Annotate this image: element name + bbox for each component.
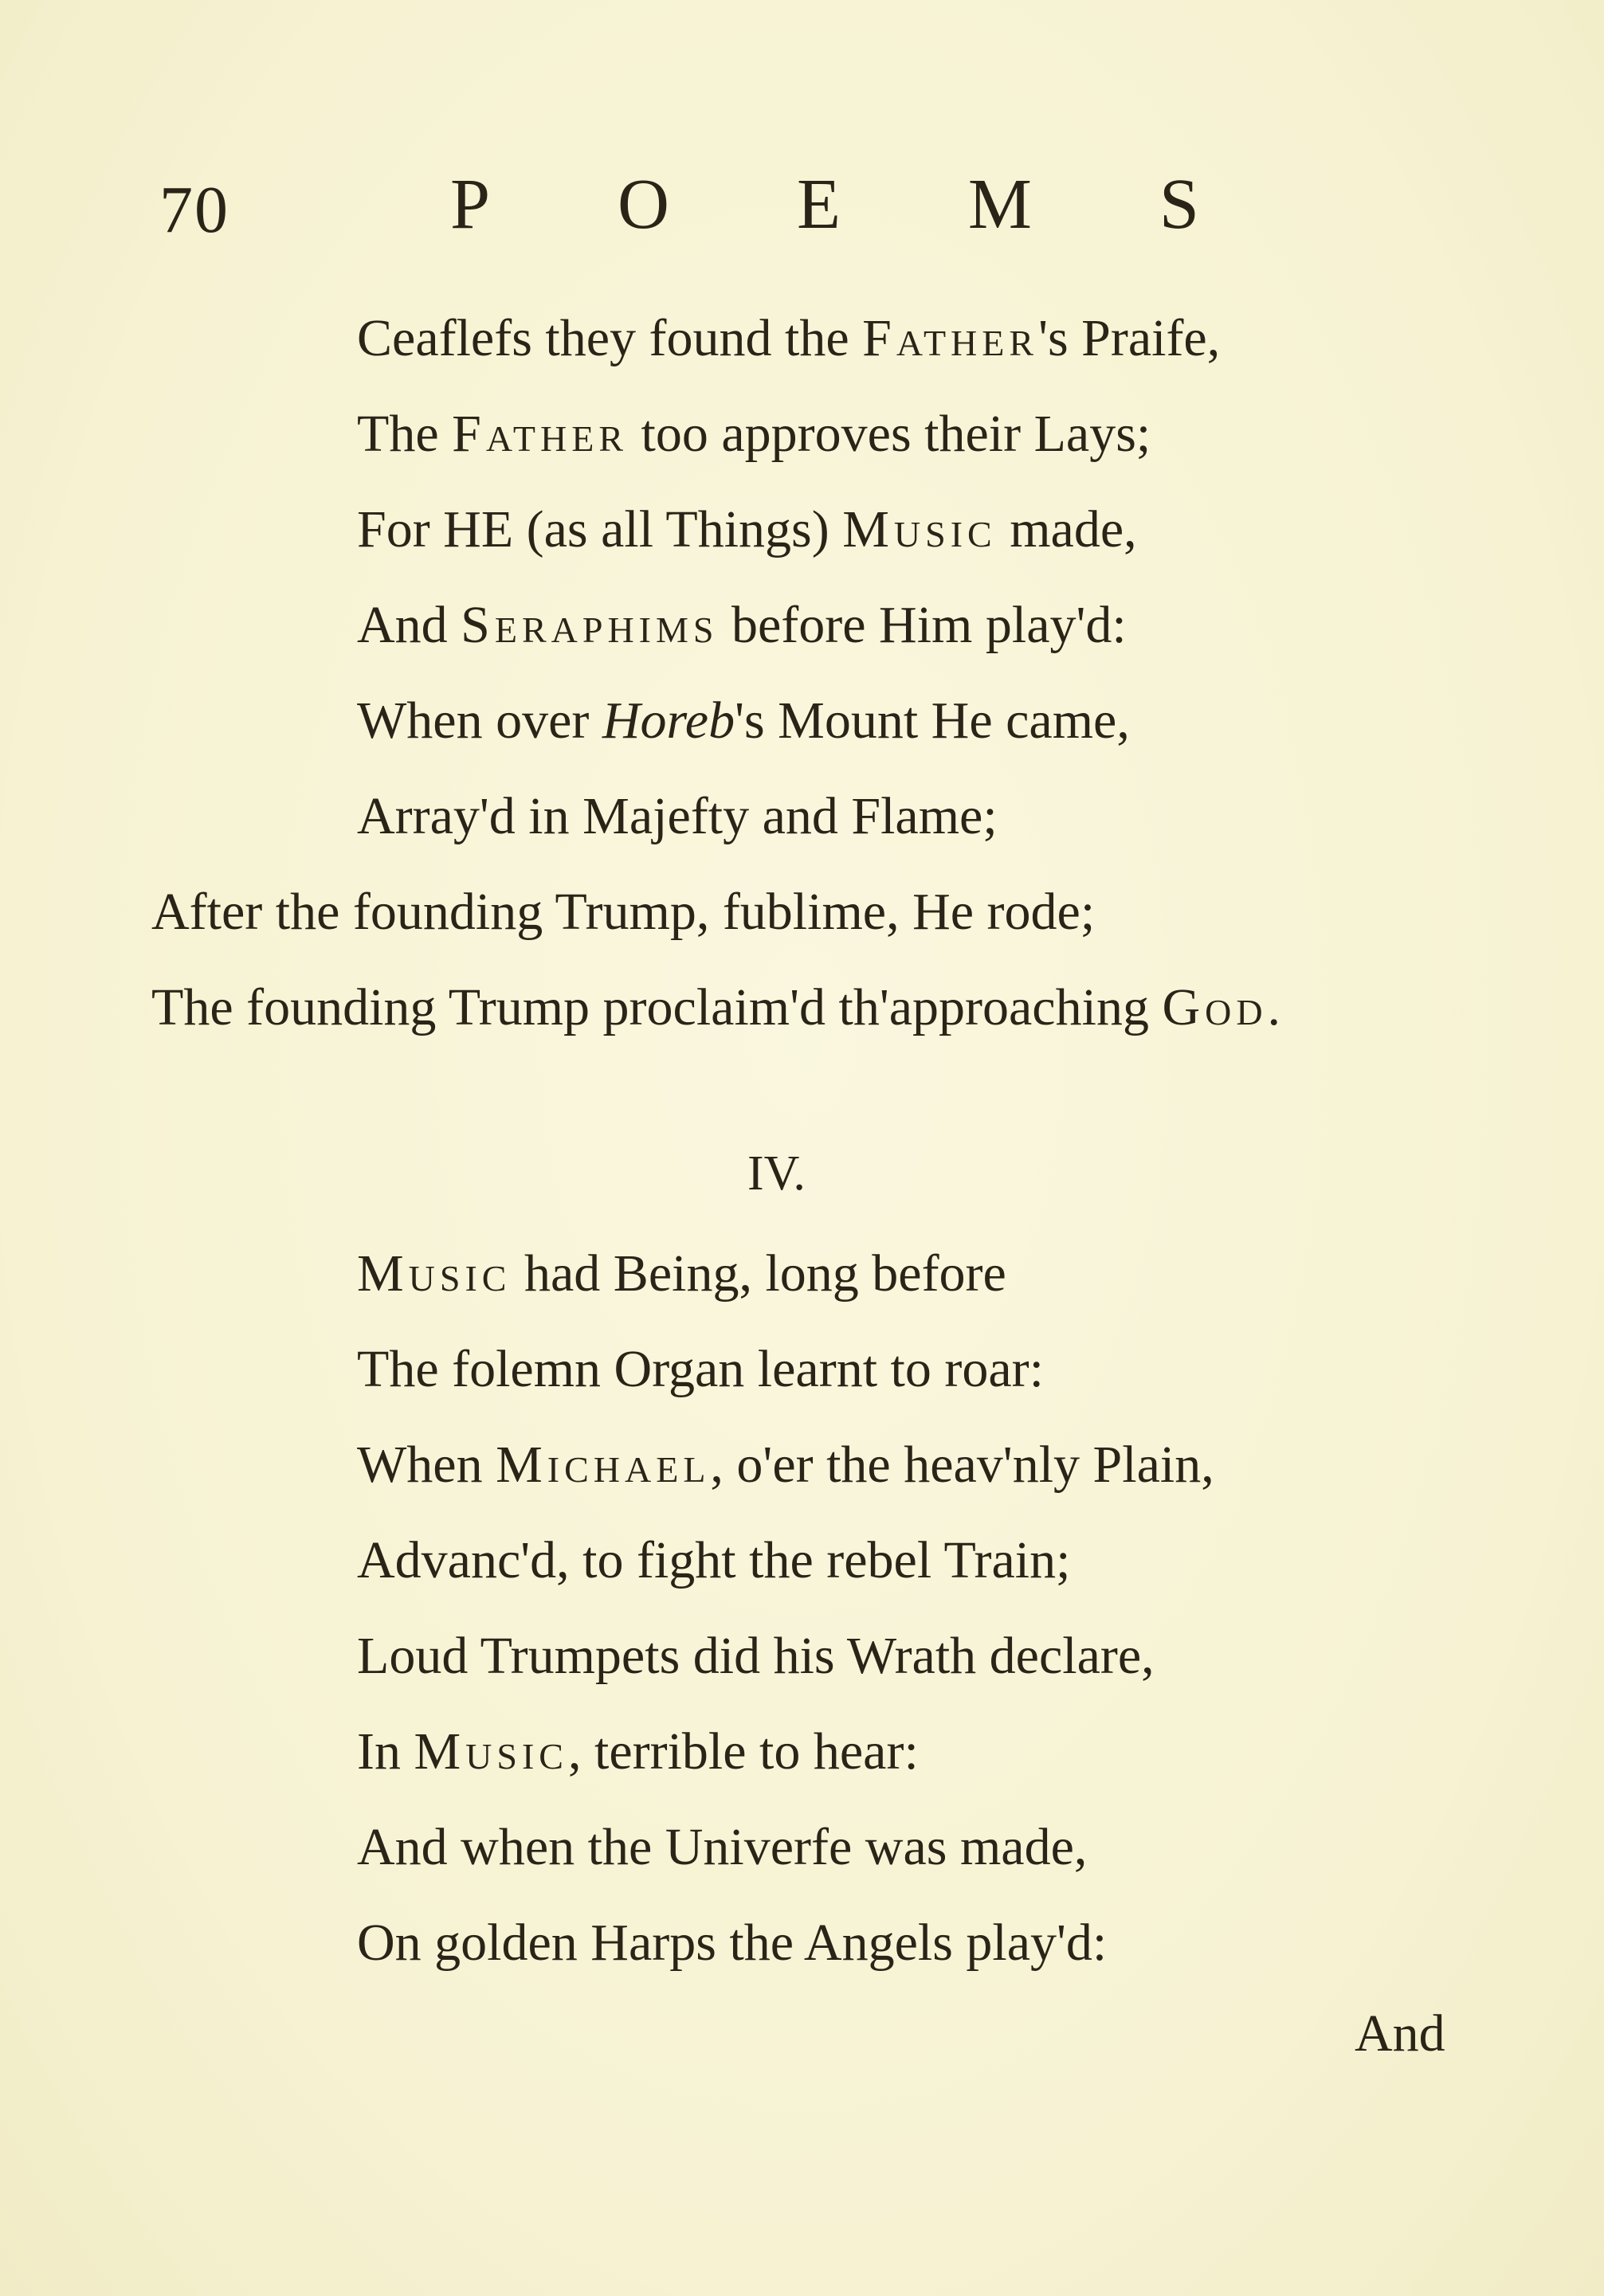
poem-line: And when the Univerfe was made, xyxy=(357,1818,1088,1876)
poem-line: The folemn Organ learnt to roar: xyxy=(357,1340,1044,1398)
poem-line: The Father too approves their Lays; xyxy=(357,405,1151,463)
page-number: 70 xyxy=(159,173,229,247)
running-title xyxy=(450,165,1199,244)
poem-line: After the founding Trump, fublime, He rode; xyxy=(151,883,1096,941)
poem-line: Ceaflefs they found the Father's Praife, xyxy=(357,309,1221,367)
poem-line: Loud Trumpets did his Wrath declare, xyxy=(357,1627,1155,1685)
poem-line: Music had Being, long before xyxy=(357,1244,1006,1303)
poem-line: And Seraphims before Him play'd: xyxy=(357,596,1127,654)
poem-line: For HE (as all Things) Music made, xyxy=(357,500,1137,558)
catchword: And xyxy=(1355,2004,1445,2063)
poem-line: On golden Harps the Angels play'd: xyxy=(357,1914,1108,1972)
poem-line: Array'd in Majefty and Flame; xyxy=(357,787,998,845)
title-letter: O xyxy=(618,165,670,244)
title-letter: M xyxy=(967,165,1032,244)
title-letter: P xyxy=(450,165,491,244)
title-letter: S xyxy=(1159,165,1199,244)
poem-line: In Music, terrible to hear: xyxy=(357,1722,919,1781)
poem-line: When over Horeb's Mount He came, xyxy=(357,692,1130,750)
stanza-number: IV. xyxy=(747,1146,806,1201)
poem-line: Advanc'd, to fight the rebel Train; xyxy=(357,1531,1071,1589)
title-letter: E xyxy=(796,165,841,244)
poem-line: When Michael, o'er the heav'nly Plain, xyxy=(357,1436,1214,1494)
poem-line: The founding Trump proclaim'd th'approaching God. xyxy=(151,978,1281,1036)
